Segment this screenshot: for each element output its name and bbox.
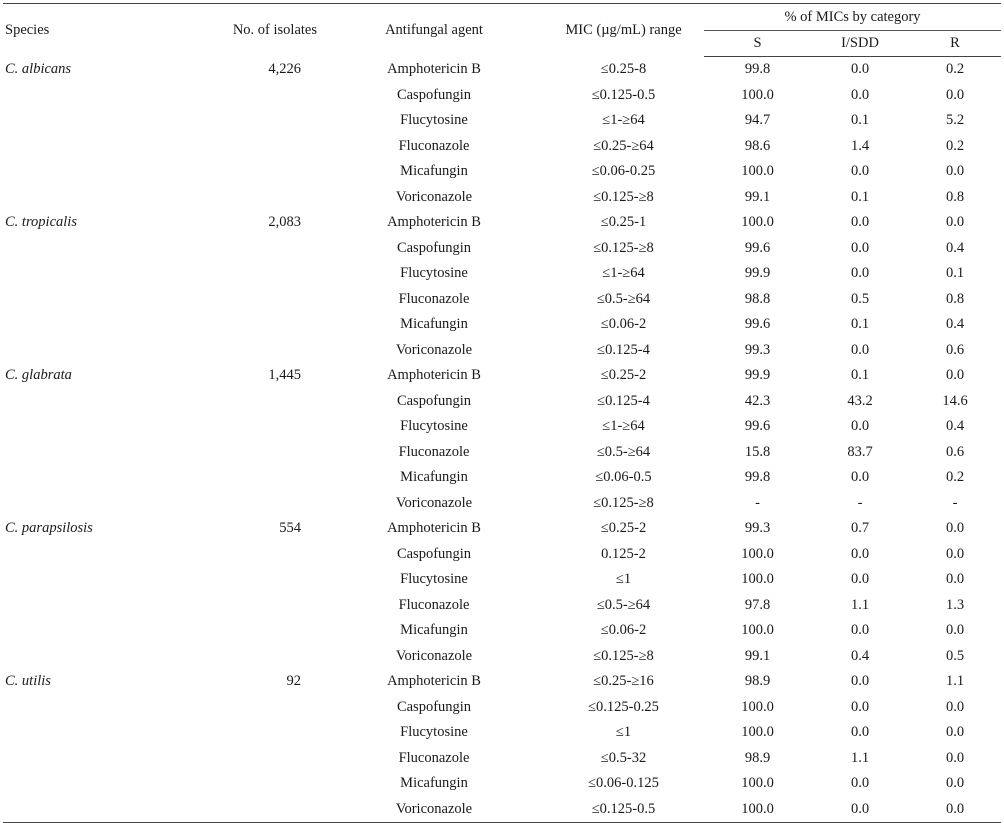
intermediate-cell: 0.0 [850, 214, 870, 230]
susceptible-cell: 100.0 [741, 86, 774, 103]
agent-cell: Voriconazole [395, 647, 473, 664]
isolates-cell: 4,226 [268, 60, 301, 77]
agent-cell: Flucytosine [400, 418, 468, 434]
mic-range-cell: ≤0.25-≥64 [593, 137, 654, 154]
agent-cell: Flucytosine [400, 724, 468, 740]
resistant-cell: 0.0 [945, 724, 965, 740]
resistant-cell: 0.0 [945, 86, 965, 103]
table-row [3, 159, 1001, 185]
header-r: R [909, 31, 1001, 57]
header-agent: Antifungal agent [385, 22, 483, 39]
resistant-cell: 5.2 [945, 112, 965, 128]
resistant-cell: 0.0 [945, 214, 965, 230]
table-row [3, 567, 1001, 593]
susceptible-cell: 98.6 [744, 137, 771, 154]
susceptible-cell: - [755, 494, 760, 511]
species-cell [3, 134, 153, 160]
resistant-cell: 0.4 [945, 418, 965, 434]
intermediate-cell: 0.0 [850, 469, 870, 485]
susceptible-cell: 99.1 [744, 188, 771, 205]
species-cell [3, 797, 153, 823]
intermediate-cell: 0.1 [850, 316, 870, 332]
isolates-cell [153, 593, 329, 619]
table-row [3, 618, 1001, 644]
susceptible-cell: 99.3 [744, 341, 771, 358]
species-cell [3, 261, 153, 287]
agent-cell: Amphotericin B [387, 520, 481, 536]
agent-cell: Flucytosine [400, 265, 468, 281]
mic-range-cell: ≤0.06-0.125 [588, 775, 659, 791]
mic-range-cell: ≤0.125-0.5 [591, 86, 656, 103]
intermediate-cell: 0.1 [850, 188, 870, 205]
agent-cell: Fluconazole [398, 749, 470, 766]
mic-range-cell: ≤0.5-≥64 [596, 443, 651, 460]
resistant-cell: 0.5 [945, 647, 965, 664]
mic-range-cell: ≤0.25-8 [600, 60, 647, 77]
resistant-cell: 0.2 [945, 137, 965, 154]
isolates-cell [153, 389, 329, 415]
species-cell [3, 465, 153, 491]
species-cell [3, 389, 153, 415]
resistant-cell: 0.0 [945, 622, 965, 638]
isolates-cell [153, 618, 329, 644]
mic-range-cell: ≤1-≥64 [602, 112, 645, 128]
table-row [3, 593, 1001, 619]
resistant-cell: 1.3 [945, 596, 965, 613]
table-row [3, 440, 1001, 466]
mic-table [3, 3, 1001, 823]
isolates-cell [153, 236, 329, 262]
species-cell [3, 83, 153, 109]
species-cell [3, 236, 153, 262]
resistant-cell: 0.8 [945, 188, 965, 205]
isolates-cell [153, 134, 329, 160]
mic-range-cell: ≤1-≥64 [602, 418, 645, 434]
species-cell [3, 185, 153, 211]
species-cell [3, 644, 153, 670]
isolates-cell [153, 542, 329, 568]
species-cell [3, 746, 153, 772]
mic-range-cell: ≤0.125-≥8 [593, 494, 654, 511]
susceptible-cell: 100.0 [741, 571, 774, 587]
resistant-cell: 0.0 [945, 698, 965, 715]
resistant-cell: 0.0 [945, 520, 965, 536]
susceptible-cell: 99.6 [744, 239, 771, 256]
species-cell [3, 491, 153, 517]
header-mic: MIC (µg/mL) range [565, 22, 682, 39]
intermediate-cell: 0.0 [850, 341, 870, 358]
isolates-cell [153, 465, 329, 491]
species-cell: C. parapsilosis [5, 520, 93, 536]
susceptible-cell: 100.0 [741, 214, 774, 230]
species-cell [3, 618, 153, 644]
susceptible-cell: 99.9 [744, 265, 771, 281]
agent-cell: Fluconazole [398, 443, 470, 460]
table-row [3, 108, 1001, 134]
species-cell [3, 771, 153, 797]
table-row [3, 516, 1001, 542]
agent-cell: Voriconazole [395, 188, 473, 205]
species-cell [3, 159, 153, 185]
susceptible-cell: 15.8 [744, 443, 771, 460]
intermediate-cell: 0.0 [850, 239, 870, 256]
isolates-cell [153, 440, 329, 466]
susceptible-cell: 99.8 [744, 469, 771, 485]
isolates-cell [153, 695, 329, 721]
susceptible-cell: 99.6 [744, 418, 771, 434]
intermediate-cell: 0.4 [850, 647, 870, 664]
intermediate-cell: 0.0 [850, 775, 870, 791]
mic-range-cell: ≤0.5-≥64 [596, 290, 651, 307]
susceptible-cell: 98.9 [744, 749, 771, 766]
resistant-cell: 0.6 [945, 443, 965, 460]
table-header [3, 4, 1001, 57]
mic-range-cell: ≤1 [615, 571, 632, 587]
table-row [3, 261, 1001, 287]
susceptible-cell: 100.0 [741, 698, 774, 715]
table-row [3, 746, 1001, 772]
mic-range-cell: ≤0.06-0.5 [595, 469, 652, 485]
resistant-cell: 0.0 [945, 749, 965, 766]
mic-range-cell: ≤0.5-≥64 [596, 596, 651, 613]
species-cell: C. utilis [5, 673, 51, 689]
agent-cell: Caspofungin [396, 86, 472, 103]
table-row [3, 134, 1001, 160]
mic-range-cell: ≤1-≥64 [602, 265, 645, 281]
resistant-cell: 1.1 [945, 673, 965, 689]
table-row [3, 236, 1001, 262]
resistant-cell: 0.0 [909, 797, 1001, 823]
table-row [3, 363, 1001, 389]
susceptible-cell: 99.3 [744, 520, 771, 536]
table-body [3, 57, 1001, 823]
species-cell [3, 720, 153, 746]
species-cell: C. glabrata [5, 367, 72, 383]
mic-range-cell: ≤0.125-≥8 [593, 188, 654, 205]
species-cell [3, 593, 153, 619]
header-i: I/SDD [811, 31, 909, 57]
intermediate-cell: 0.0 [850, 265, 870, 281]
intermediate-cell: 0.0 [850, 571, 870, 587]
resistant-cell: 0.0 [945, 775, 965, 791]
intermediate-cell: 0.7 [850, 520, 870, 536]
species-cell [3, 338, 153, 364]
table-row [3, 287, 1001, 313]
susceptible-cell: 99.9 [744, 367, 771, 383]
agent-cell: Caspofungin [396, 239, 472, 256]
species-cell [3, 542, 153, 568]
susceptible-cell: 94.7 [744, 112, 771, 128]
agent-cell: Micafungin [400, 775, 468, 791]
table-row [3, 720, 1001, 746]
table-row [3, 644, 1001, 670]
intermediate-cell: 0.0 [850, 163, 870, 179]
agent-cell: Caspofungin [396, 545, 472, 562]
mic-range-cell: ≤0.125-4 [597, 392, 650, 409]
isolates-cell [153, 797, 329, 823]
mic-range-cell: ≤0.25-2 [600, 520, 647, 536]
isolates-cell [153, 746, 329, 772]
table-row [3, 57, 1001, 83]
intermediate-cell: 1.1 [850, 749, 870, 766]
table-row [3, 669, 1001, 695]
resistant-cell: 14.6 [942, 392, 968, 409]
intermediate-cell: 0.0 [850, 673, 870, 689]
agent-cell: Flucytosine [400, 112, 468, 128]
agent-cell: Micafungin [400, 622, 468, 638]
susceptible-cell: 100.0 [741, 775, 774, 791]
species-cell: C. tropicalis [5, 214, 77, 230]
intermediate-cell: 1.4 [850, 137, 870, 154]
resistant-cell: - [952, 494, 958, 511]
isolates-cell [153, 83, 329, 109]
resistant-cell: 0.8 [945, 290, 965, 307]
intermediate-cell: - [857, 494, 863, 511]
agent-cell: Amphotericin B [387, 214, 481, 230]
resistant-cell: 0.0 [945, 367, 965, 383]
table-row [3, 491, 1001, 517]
table-row [3, 185, 1001, 211]
resistant-cell: 0.2 [945, 469, 965, 485]
resistant-cell: 0.4 [945, 239, 965, 256]
header-category: % of MICs by category [704, 4, 1001, 31]
agent-cell: Flucytosine [400, 571, 468, 587]
agent-cell: Fluconazole [398, 290, 470, 307]
susceptible-cell: 98.9 [744, 673, 771, 689]
species-cell [3, 695, 153, 721]
header-s: S [704, 31, 811, 57]
susceptible-cell: 100.0 [741, 545, 774, 562]
agent-cell: Fluconazole [398, 596, 470, 613]
mic-range-cell: ≤0.125-≥8 [593, 239, 654, 256]
isolates-cell [153, 159, 329, 185]
species-cell [3, 312, 153, 338]
intermediate-cell: 0.1 [850, 367, 870, 383]
intermediate-cell: 1.1 [850, 596, 870, 613]
susceptible-cell: 98.8 [744, 290, 771, 307]
susceptible-cell: 99.6 [744, 316, 771, 332]
table-row [3, 695, 1001, 721]
resistant-cell: 0.0 [945, 571, 965, 587]
resistant-cell: 0.2 [945, 61, 965, 77]
isolates-cell [153, 771, 329, 797]
intermediate-cell: 0.0 [850, 61, 870, 77]
species-cell [3, 108, 153, 134]
agent-cell: Amphotericin B [387, 367, 481, 383]
mic-range-cell: ≤1 [615, 724, 632, 740]
isolates-cell: 2,083 [268, 214, 301, 230]
table-row [3, 389, 1001, 415]
mic-range-cell: ≤0.125-0.5 [529, 797, 704, 823]
agent-cell: Voriconazole [329, 797, 529, 823]
isolates-cell: 1,445 [268, 367, 301, 383]
intermediate-cell: 0.0 [850, 545, 870, 562]
isolates-cell [153, 644, 329, 670]
susceptible-cell: 99.1 [744, 647, 771, 664]
isolates-cell [153, 287, 329, 313]
table-row [3, 414, 1001, 440]
mic-range-cell: ≤0.25-≥16 [593, 673, 654, 689]
susceptible-cell: 97.8 [744, 596, 771, 613]
isolates-cell [153, 720, 329, 746]
mic-range-cell: ≤0.125-4 [597, 341, 650, 358]
mic-range-cell: ≤0.125-0.25 [588, 698, 659, 715]
agent-cell: Amphotericin B [387, 673, 481, 689]
isolates-cell [153, 567, 329, 593]
mic-range-cell: ≤0.06-0.25 [591, 163, 656, 179]
table-row [3, 210, 1001, 236]
susceptible-cell: 100.0 [741, 163, 774, 179]
agent-cell: Micafungin [400, 469, 468, 485]
header-isolates: No. of isolates [232, 22, 317, 39]
mic-range-cell: ≤0.25-1 [600, 214, 647, 230]
isolates-cell [153, 312, 329, 338]
table-row [3, 312, 1001, 338]
species-cell [3, 287, 153, 313]
intermediate-cell: 0.0 [811, 797, 909, 823]
resistant-cell: 0.1 [945, 265, 965, 281]
table-row [3, 797, 1001, 823]
isolates-cell [153, 338, 329, 364]
table-row [3, 338, 1001, 364]
isolates-cell: 92 [286, 673, 301, 689]
mic-range-cell: ≤0.06-2 [600, 622, 647, 638]
agent-cell: Fluconazole [398, 137, 470, 154]
intermediate-cell: 83.7 [847, 443, 873, 460]
mic-range-cell: ≤0.125-≥8 [593, 647, 654, 664]
susceptible-cell: 42.3 [744, 392, 771, 409]
intermediate-cell: 0.0 [850, 86, 870, 103]
intermediate-cell: 0.1 [850, 112, 870, 128]
intermediate-cell: 0.0 [850, 418, 870, 434]
table-row [3, 465, 1001, 491]
isolates-cell [153, 185, 329, 211]
resistant-cell: 0.0 [945, 545, 965, 562]
resistant-cell: 0.4 [945, 316, 965, 332]
agent-cell: Micafungin [400, 163, 468, 179]
susceptible-cell: 100.0 [741, 622, 774, 638]
intermediate-cell: 0.5 [850, 290, 870, 307]
isolates-cell [153, 491, 329, 517]
isolates-cell [153, 108, 329, 134]
resistant-cell: 0.6 [945, 341, 965, 358]
mic-range-cell: ≤0.5-32 [600, 749, 647, 766]
table-row [3, 83, 1001, 109]
intermediate-cell: 0.0 [850, 724, 870, 740]
agent-cell: Caspofungin [396, 392, 472, 409]
header-species: Species [5, 22, 50, 39]
intermediate-cell: 43.2 [847, 392, 873, 409]
susceptible-cell: 99.8 [744, 61, 771, 77]
isolates-cell [153, 261, 329, 287]
table-row [3, 542, 1001, 568]
resistant-cell: 0.0 [945, 163, 965, 179]
agent-cell: Caspofungin [396, 698, 472, 715]
isolates-cell: 554 [279, 520, 301, 536]
species-cell: C. albicans [5, 60, 72, 77]
mic-range-cell: ≤0.25-2 [600, 367, 647, 383]
species-cell [3, 414, 153, 440]
mic-range-cell: ≤0.06-2 [600, 316, 647, 332]
agent-cell: Voriconazole [395, 341, 473, 358]
intermediate-cell: 0.0 [850, 698, 870, 715]
susceptible-cell: 100.0 [741, 724, 774, 740]
agent-cell: Voriconazole [395, 494, 473, 511]
mic-range-cell: 0.125-2 [601, 545, 646, 562]
isolates-cell [153, 414, 329, 440]
agent-cell: Amphotericin B [387, 60, 481, 77]
agent-cell: Micafungin [400, 316, 468, 332]
species-cell [3, 440, 153, 466]
intermediate-cell: 0.0 [850, 622, 870, 638]
susceptible-cell: 100.0 [704, 797, 811, 823]
table-row [3, 771, 1001, 797]
species-cell [3, 567, 153, 593]
